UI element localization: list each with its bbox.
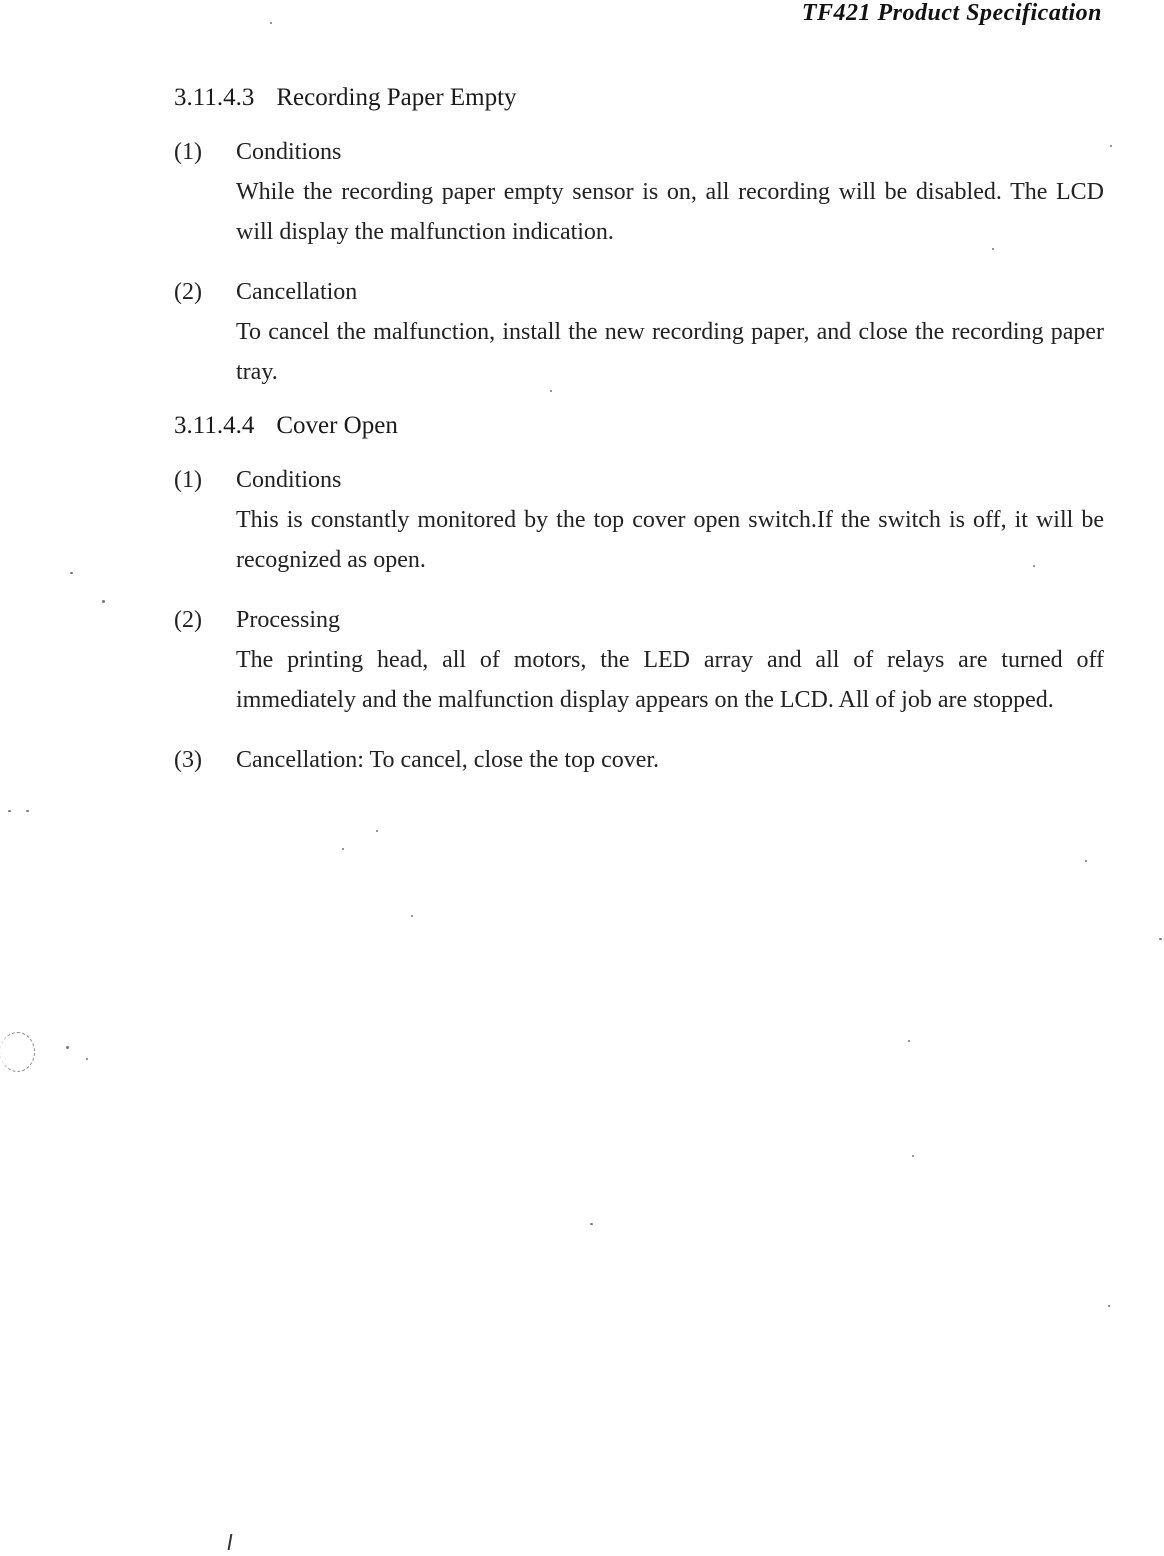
scan-speck: [912, 1155, 914, 1157]
scan-speck: [66, 1046, 69, 1049]
item-title: Conditions: [236, 139, 342, 165]
scan-speck: [411, 915, 413, 917]
scan-speck: [342, 848, 344, 850]
item-body: [236, 600, 1104, 720]
scan-speck: [550, 390, 552, 392]
item-text: While the recording paper empty sensor is on, all recording will be disabled. The LCD will display the malfunction indication.: [236, 179, 1104, 245]
scan-speck: [1110, 145, 1112, 147]
list-item-cancellation: [174, 272, 1104, 392]
item-number: (2): [174, 279, 202, 305]
scan-speck: [26, 810, 29, 812]
section-title: Recording Paper Empty: [276, 84, 517, 111]
page-header-title: TF421 Product Specification: [801, 0, 1102, 26]
item-body: [236, 740, 1104, 780]
item-title: Cancellation: To cancel, close the top cover.: [236, 747, 660, 773]
item-number: (1): [174, 139, 202, 165]
section-title: Cover Open: [276, 412, 398, 439]
scan-speck: [992, 248, 994, 250]
list-item-processing: [174, 600, 1104, 720]
scan-hole-mark: [0, 1032, 35, 1072]
item-title: Cancellation: [236, 279, 358, 305]
item-number: (3): [174, 747, 202, 773]
scan-mark: [228, 1534, 233, 1550]
scan-speck: [1033, 565, 1035, 567]
item-body: [236, 132, 1104, 252]
item-body: [236, 460, 1104, 580]
list-item-conditions: [174, 460, 1104, 580]
scan-speck: [376, 830, 378, 832]
item-title: Conditions: [236, 467, 342, 493]
scan-speck: [8, 810, 11, 812]
item-title: Processing: [236, 607, 340, 633]
item-text: To cancel the malfunction, install the new recording paper, and close the recording paper tray.: [236, 319, 1104, 385]
scan-speck: [1085, 860, 1087, 862]
list-item-cancellation: [174, 740, 1104, 780]
item-body: [236, 272, 1104, 392]
list-item-conditions: [174, 132, 1104, 252]
section-number: 3.11.4.3: [174, 84, 255, 111]
scan-speck: [270, 22, 272, 24]
section-number: 3.11.4.4: [174, 412, 255, 439]
scan-speck: [86, 1058, 88, 1060]
section-heading: [174, 84, 1104, 112]
scan-speck: [1108, 1305, 1110, 1307]
item-number: (2): [174, 607, 202, 633]
item-text: This is constantly monitored by the top cover open switch.If the switch is off, it will be recognized as open.: [236, 507, 1104, 573]
scan-speck: [908, 1040, 910, 1042]
scan-speck: [590, 1223, 593, 1225]
scan-speck: [1159, 938, 1162, 940]
section-cover-open: [174, 412, 1104, 780]
section-heading: [174, 412, 1104, 440]
scan-speck: [102, 600, 105, 603]
section-recording-paper-empty: [174, 84, 1104, 392]
scan-speck: [70, 572, 73, 574]
item-number: (1): [174, 467, 202, 493]
item-text: The printing head, all of motors, the LED array and all of relays are turned off immediately and the malfunction display appears on the LCD. All of job are stopped.: [236, 647, 1104, 713]
